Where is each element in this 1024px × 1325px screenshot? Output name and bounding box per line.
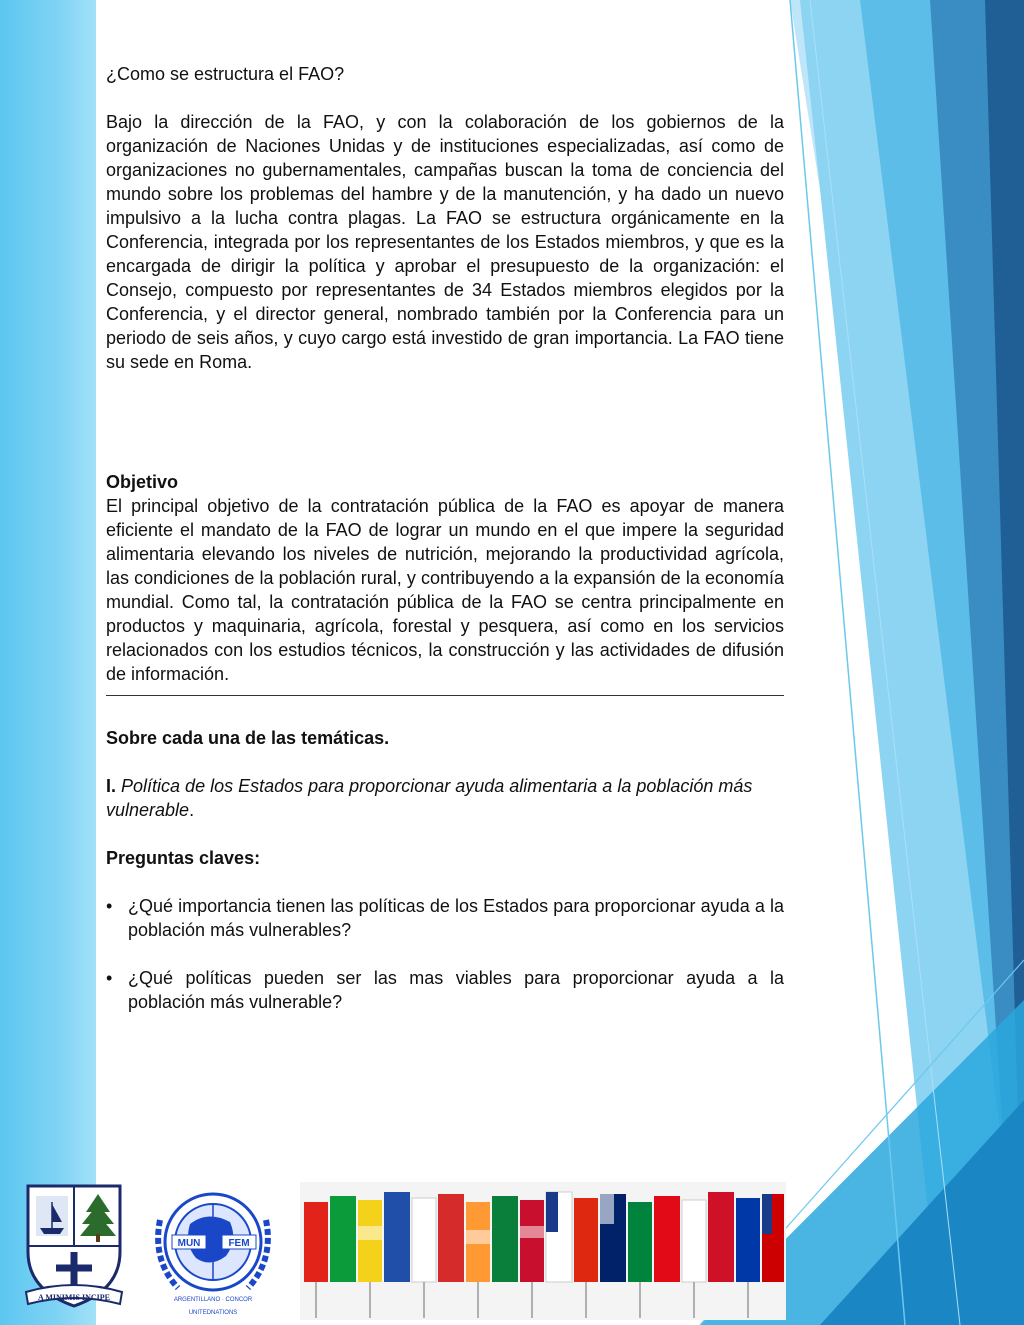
world-flags-image	[300, 1182, 786, 1320]
paragraph-objective: El principal objetivo de la contratación pública de la FAO es apoyar de manera eficiente el mandato de la FAO de lograr un mundo en el que impere la seguridad alimentaria elevando los niveles de nutrición, mejorando la productividad agrícola, las condiciones de la población rural, y contribuyendo a la expansión de la economía mundial. Como tal, la contratación pública de la FAO se centra principalmente en productos y maquinaria, agrícola, forestal y pesquera, así como en los servicios relacionados con los estudios técnicos, la construcción y las actividades de difusión de información.	[106, 496, 784, 684]
topic-text: Política de los Estados para proporcionar ayuda alimentaria a la población más vulnerable	[106, 776, 753, 820]
mun-left-text: MUN	[177, 1238, 201, 1249]
questions-list	[106, 894, 784, 1014]
bullet-icon: •	[106, 896, 113, 916]
mun-bottom-text: UNITEDNATIONS	[188, 1310, 238, 1316]
questions-heading: Preguntas claves:	[106, 848, 261, 868]
section-heading-topics: Sobre cada una de las temáticas.	[106, 728, 390, 748]
school-motto: A MINIMIS INCIPE	[37, 1293, 111, 1302]
mun-fem-logo	[138, 1180, 288, 1320]
section-heading-objective: Objetivo	[106, 472, 179, 492]
mun-ring-text: ARGENTILLANO · CONCOR	[173, 1297, 253, 1303]
section-heading-structure: ¿Como se estructura el FAO?	[106, 64, 345, 84]
topic-number: I.	[106, 776, 117, 796]
paragraph-structure: Bajo la dirección de la FAO, y con la colaboración de los gobiernos de la organización de Naciones Unidas y de instituciones especializadas, así como de organizaciones no gubernamentales, campañas buscan la toma de conciencia del mundo sobre los problemas del hambre y de la manutención, y ha dado un nuevo impulsivo a la lucha contra plagas. La FAO se estructura orgánicamente en la Conferencia, integrada por los representantes de los Estados miembros, y que es la encargada de dirigir la política y aprobar el presupuesto de la organización: el Consejo, compuesto por representantes de 34 Estados miembros elegidos por la Conferencia, y el director general, nombrado también por la Conferencia para un periodo de seis años, y cuyo cargo está investido de gran importancia. La FAO tiene su sede en Roma.	[106, 112, 784, 372]
question-text: ¿Qué políticas pueden ser las mas viables para proporcionar ayuda a la población más vulnerable?	[128, 968, 784, 1012]
document-body	[106, 62, 784, 1014]
footer-logos	[0, 1176, 1024, 1325]
mun-right-text: FEM	[228, 1238, 250, 1249]
list-item	[106, 966, 784, 1014]
school-crest-logo	[24, 1182, 124, 1310]
question-text: ¿Qué importancia tienen las políticas de los Estados para proporcionar ayuda a la población más vulnerables?	[128, 896, 784, 940]
topic-line	[106, 774, 784, 822]
bullet-icon: •	[106, 968, 113, 988]
topic-end: .	[189, 800, 195, 820]
list-item	[106, 894, 784, 942]
